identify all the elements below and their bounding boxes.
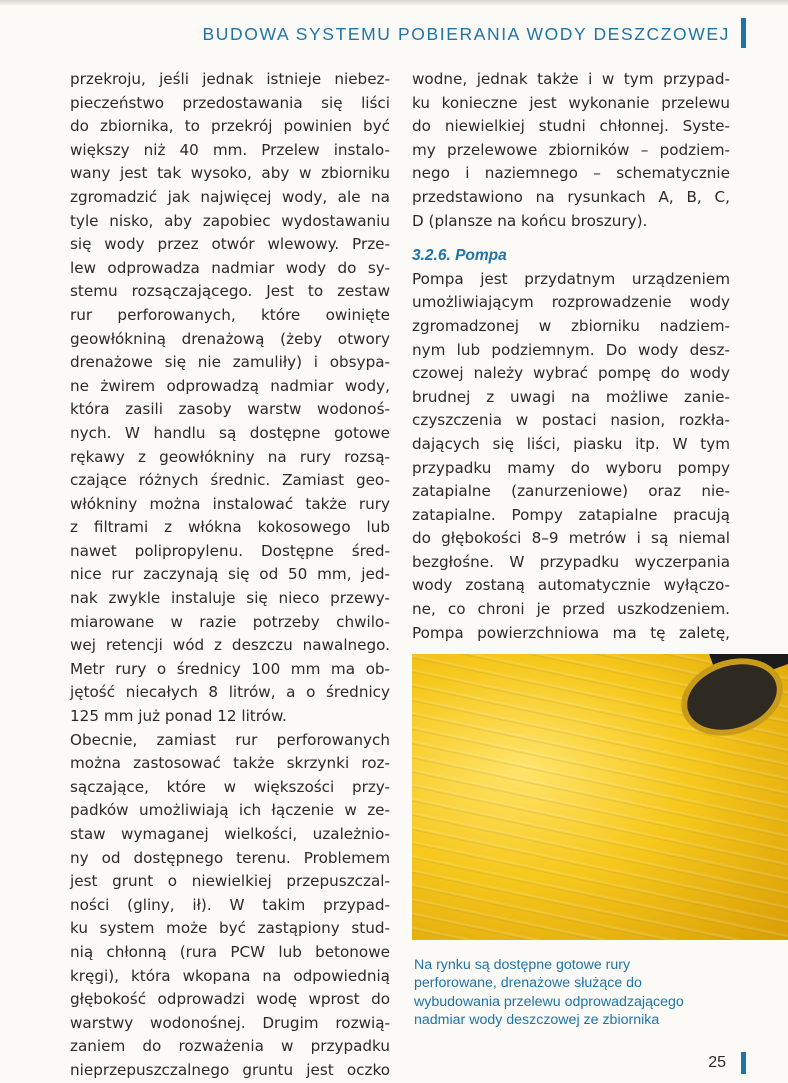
text-line: wodne, jednak także i w tym przypad- <box>412 70 730 88</box>
text-line: przedstawiono na rysunkach A, B, C, <box>412 187 730 206</box>
running-header: BUDOWA SYSTEMU POBIERANIA WODY DESZCZOWEJ <box>202 24 730 44</box>
text-line: Pompa jest przydatnym urządzeniem <box>412 269 730 288</box>
text-line: bezgłośne. W przypadku wyczerpania <box>412 552 730 571</box>
text-line: z filtrami z włókna kokosowego lub <box>70 518 390 537</box>
text-line: drenażowe się nie zamuliły) i obsypa- <box>70 353 390 372</box>
text-line: do zbiornika, to przekrój powinien być <box>70 117 390 136</box>
text-line: umożliwiającym rozprowadzenie wody <box>412 293 730 312</box>
text-line: nego i naziemnego – schematycznie <box>412 164 730 183</box>
text-line: nak zwykle instaluje się nieco przewy- <box>70 589 390 608</box>
text-line: nym lub podziemnym. Do wody desz- <box>412 340 730 359</box>
text-line: nice rur zaczynają się od 50 mm, jed- <box>70 565 390 584</box>
text-line: rur perforowanych, które owinięte <box>70 305 390 324</box>
text-line: pieczeństwo przedostawania się liści <box>70 93 390 112</box>
text-line: czowej należy wybrać pompę do wody <box>412 364 730 383</box>
text-line: nieprzepuszczalnego gruntu jest oczko <box>70 1060 390 1079</box>
text-line: my przelewowe zbiorników – podziem- <box>412 140 730 159</box>
text-line: Obecnie, zamiast rur perforowanych <box>70 730 390 749</box>
text-line: ny od dostępnego terenu. Problemem <box>70 848 390 867</box>
text-line: zgromadzonej w zbiorniku nadziem- <box>412 316 730 335</box>
text-line: Metr rury o średnicy 100 mm ma ob- <box>70 659 390 678</box>
text-line: wej retencji wód z deszczu nawalnego. <box>70 636 390 655</box>
text-line: stemu rozsączającego. Jest to zestaw <box>70 282 390 301</box>
text-line: nawet polipropylenu. Dostępne śred- <box>70 541 390 560</box>
text-line: zatapialne. Pompy zatapialne pracują <box>412 505 730 524</box>
text-line: czające różnych średnic. Zamiast geo- <box>70 471 390 490</box>
text-line: miarowane w razie potrzeby chwilo- <box>70 612 390 631</box>
text-line: staw wymaganej wielkości, uzależnio- <box>70 825 390 843</box>
text-line: sączające, które w większości przy- <box>70 777 390 796</box>
text-line: geowłókniną drenażową (żeby otwory <box>70 329 390 348</box>
text-line: przypadku mamy do wyboru pompy <box>412 458 730 477</box>
caption-line: wybudowania przelewu odprowadzającego <box>414 993 684 1010</box>
text-line: wody zostaną automatycznie wyłączo- <box>412 576 730 595</box>
text-line: nią chłonną (rura PCW lub betonowe <box>70 942 390 961</box>
page-number-accent-bar <box>741 1052 746 1074</box>
text-line: do głębokości 8–9 metrów i są niemal <box>412 529 730 548</box>
right-column <box>412 68 730 645</box>
pipe-opening-shape <box>671 654 788 748</box>
section-heading: 3.2.6. Pompa <box>412 247 507 265</box>
text-line: nych. W handlu są dostępne gotowe <box>70 423 390 442</box>
text-line: przekroju, jeśli jednak istnieje niebez- <box>70 70 390 88</box>
text-line: jest grunt o niewielkiej przepuszczal- <box>70 872 390 891</box>
text-line: 125 mm już ponad 12 litrów. <box>70 707 287 726</box>
text-line: brudnej z uwagi na możliwe zanie- <box>412 387 730 406</box>
caption-line: perforowane, drenażowe służące do <box>414 975 642 992</box>
text-line: ne żwirem odprowadzą nadmiar wody, <box>70 376 390 395</box>
text-line: czyszczenia w postaci nasion, rozkła- <box>412 411 730 430</box>
text-line: wany jest tak wysoko, aby w zbiorniku <box>70 164 390 183</box>
caption-line: nadmiar wody deszczowej ze zbiornika <box>414 1012 660 1029</box>
text-line: kręgi), która wkopana na odpowiednią <box>70 966 390 985</box>
text-line: ne, co chroni je przed uszkodzeniem. <box>412 600 730 619</box>
page-number: 25 <box>708 1054 726 1071</box>
caption-line: Na rynku są dostępne gotowe rury <box>414 957 631 973</box>
text-line: zatapialne (zanurzeniowe) oraz nie- <box>412 482 730 501</box>
text-line: dających się liści, piasku itp. W tym <box>412 434 730 453</box>
text-line: rękawy z geowłókniny na rury rozsą- <box>70 447 390 466</box>
text-line: ku system może być zastąpiony stud- <box>70 919 390 938</box>
text-line: ności (gliny, ił). W takim przypad- <box>70 895 390 914</box>
figure-caption <box>414 956 744 1030</box>
text-line: padków umożliwiają ich łączenie w ze- <box>70 801 390 820</box>
left-column <box>70 68 390 1083</box>
text-line: głębokość odprowadzi wodę wprost do <box>70 990 390 1009</box>
text-line: Pompa powierzchniowa ma tę zaletę, <box>412 623 730 642</box>
text-line: do niewielkiej studni chłonnej. Syste- <box>412 117 730 136</box>
text-line: lew odprowadza nadmiar wody do sy- <box>70 258 390 277</box>
text-line: warstwy wodonośnej. Drugim rozwią- <box>70 1013 390 1032</box>
text-line: się wody przez otwór wlewowy. Prze- <box>70 235 390 254</box>
text-line: która zasili zasoby warstw wodonoś- <box>70 400 390 419</box>
text-line: można zastosować także skrzynki roz- <box>70 754 390 773</box>
text-line: jętość niecałych 8 litrów, a o średnicy <box>70 683 390 702</box>
header-accent-bar <box>741 18 746 48</box>
text-line: zgromadzić jak najwięcej wody, ale na <box>70 187 390 206</box>
text-line: włókniny można instalować także rury <box>70 494 390 513</box>
text-line: większy niż 40 mm. Przelew instalo- <box>70 140 390 159</box>
text-line: tyle nisko, aby zapobiec wydostawaniu <box>70 211 390 230</box>
text-line: ku konieczne jest wykonanie przelewu <box>412 93 730 112</box>
page-top-shadow <box>0 0 788 6</box>
text-line: D (plansze na końcu broszury). <box>412 211 648 230</box>
text-line: zaniem do rozważenia w przypadku <box>70 1037 390 1056</box>
drainage-pipe-photo <box>412 654 788 940</box>
